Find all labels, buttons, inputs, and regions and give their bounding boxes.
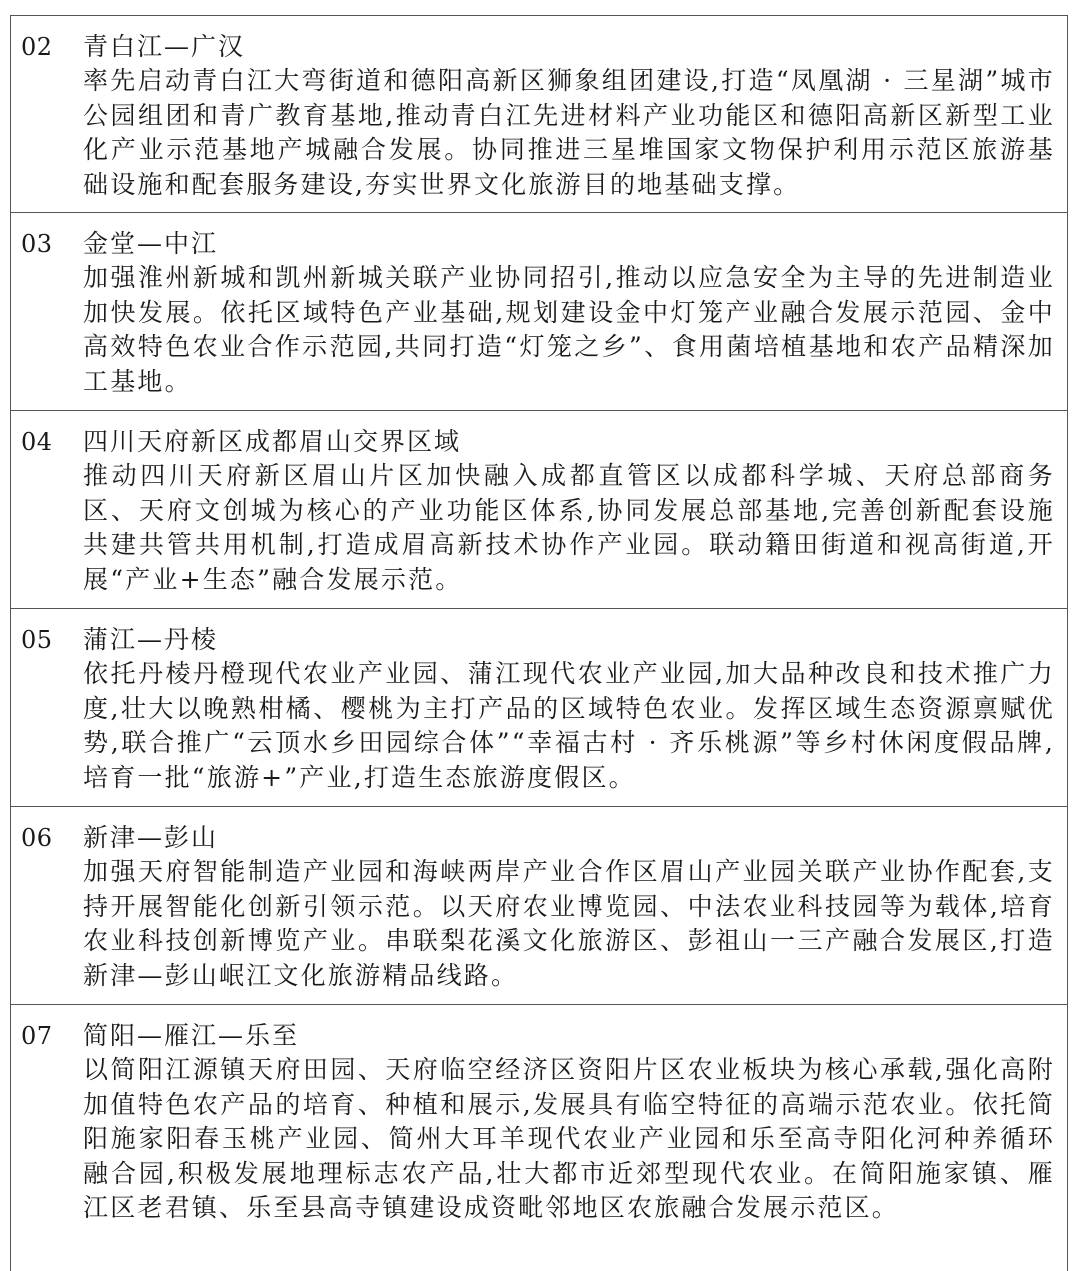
row-content (83, 1005, 1067, 1236)
row-title: 蒲江—丹棱 (83, 625, 219, 654)
row-body: 依托丹棱丹橙现代农业产业园、蒲江现代农业产业园,加大品种改良和技术推广力度,壮大以晚熟柑橘、樱桃为主打产品的区域特色农业。发挥区域生态资源禀赋优势,联合推广“云顶水乡田园综合体”“幸福古村 · 齐乐桃源”等乡村休闲度假品牌,培育一批“旅游+”产业,打造生态旅游度假区。 (83, 659, 1055, 792)
row-number: 02 (21, 33, 53, 61)
row-body: 以简阳江源镇天府田园、天府临空经济区资阳片区农业板块为核心承载,强化高附加值特色农产品的培育、种植和展示,发展具有临空特征的高端示范农业。依托简阳施家阳春玉桃产业园、简州大耳羊现代农业产业园和乐至高寺阳化河种养循环融合园,积极发展地理标志农产品,壮大都市近郊型现代农业。在简阳施家镇、雁江区老君镇、乐至县高寺镇建设成资毗邻地区农旅融合发展示范区。 (83, 1055, 1055, 1222)
row-content (83, 411, 1067, 607)
row-title: 四川天府新区成都眉山交界区域 (83, 427, 462, 456)
row-content (83, 807, 1067, 1003)
table-row (10, 609, 1068, 807)
table-row (10, 807, 1068, 1005)
row-content (83, 213, 1067, 409)
row-content (83, 16, 1067, 212)
row-number: 03 (21, 230, 53, 258)
row-number: 05 (21, 626, 53, 654)
row-body: 率先启动青白江大弯街道和德阳高新区狮象组团建设,打造“凤凰湖 · 三星湖”城市公园组团和青广教育基地,推动青白江先进材料产业功能区和德阳高新区新型工业化产业示范基地产城融合发展。协同推进三星堆国家文物保护利用示范区旅游基础设施和配套服务建设,夯实世界文化旅游目的地基础支撑。 (83, 66, 1055, 199)
row-body: 加强淮州新城和凯州新城关联产业协同招引,推动以应急安全为主导的先进制造业加快发展。依托区域特色产业基础,规划建设金中灯笼产业融合发展示范园、金中高效特色农业合作示范园,共同打造“灯笼之乡”、食用菌培植基地和农产品精深加工基地。 (83, 263, 1055, 396)
row-number: 06 (21, 824, 53, 852)
row-content (83, 609, 1067, 805)
row-body: 加强天府智能制造产业园和海峡两岸产业合作区眉山产业园关联产业协作配套,支持开展智能化创新引领示范。以天府农业博览园、中法农业科技园等为载体,培育农业科技创新博览产业。串联梨花溪文化旅游区、彭祖山一三产融合发展区,打造新津—彭山岷江文化旅游精品线路。 (83, 857, 1055, 990)
table-row (10, 411, 1068, 609)
row-title: 简阳—雁江—乐至 (83, 1021, 300, 1050)
row-number: 07 (21, 1022, 53, 1050)
row-title: 金堂—中江 (83, 229, 219, 258)
district-table (10, 15, 1068, 1271)
row-number: 04 (21, 428, 53, 456)
row-title: 青白江—广汉 (83, 32, 246, 61)
row-body: 推动四川天府新区眉山片区加快融入成都直管区以成都科学城、天府总部商务区、天府文创城为核心的产业功能区体系,协同发展总部基地,完善创新配套设施共建共管共用机制,打造成眉高新技术协作产业园。联动籍田街道和视高街道,开展“产业+生态”融合发展示范。 (83, 461, 1055, 594)
table-row (10, 16, 1068, 213)
row-title: 新津—彭山 (83, 823, 219, 852)
table-row (10, 1005, 1068, 1271)
table-row (10, 213, 1068, 411)
